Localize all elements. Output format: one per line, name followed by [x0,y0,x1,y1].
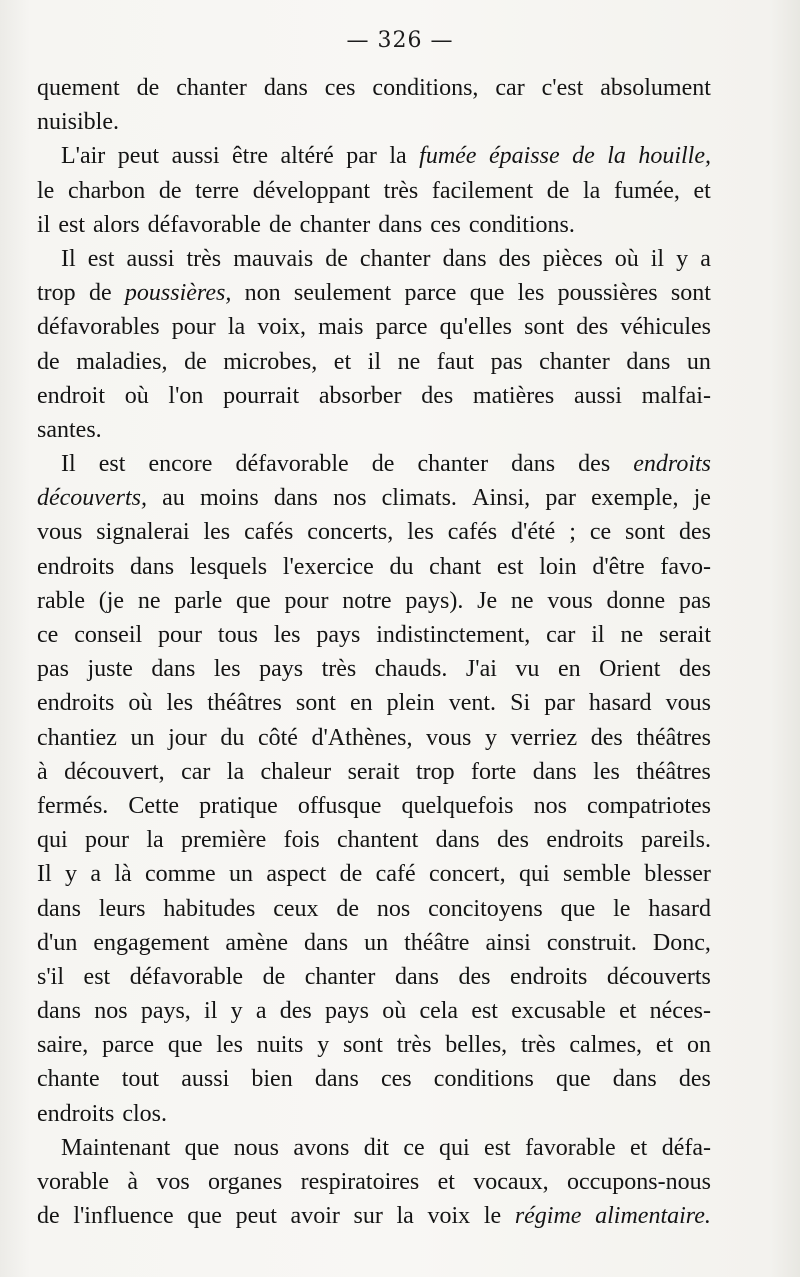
page-number: — 326 — [346,28,454,53]
text-line: dans leurs habitudes ceux de nos concitoyens que le hasard [37,895,711,922]
text-line: à découvert, car la chaleur serait trop forte dans les théâtres [37,758,711,785]
text-line: endroits clos. [37,1100,167,1127]
text-line: chante tout aussi bien dans ces conditions que dans des [37,1066,711,1093]
text-line: vous signalerai les cafés concerts, les cafés d'été ; ce sont des [37,519,711,546]
text-line: pas juste dans les pays très chauds. J'ai vu en Orient des [37,656,711,683]
body-text [37,71,711,1233]
text-line: Maintenant que nous avons dit ce qui est favorable et défa- [61,1134,711,1161]
text-line: endroits dans lesquels l'exercice du chant est loin d'être favo- [37,553,711,580]
text-line: quement de chanter dans ces conditions, car c'est absolument [37,75,711,101]
text-line: saire, parce que les nuits y sont très belles, très calmes, et on [37,1032,711,1059]
text-line: santes. [37,416,102,443]
text-line: Il est encore défavorable de chanter dans des endroits [61,451,711,478]
text-line: d'un engagement amène dans un théâtre ainsi construit. Donc, [37,929,711,956]
text-line: L'air peut aussi être altéré par la fumée épaisse de la houille, [61,143,711,170]
text-line: défavorables pour la voix, mais parce qu'elles sont des véhicules [37,314,711,341]
text-line: Il est aussi très mauvais de chanter dans des pièces où il y a [61,245,711,272]
text-line: il est alors défavorable de chanter dans ces conditions. [37,211,575,238]
text-line: endroits où les théâtres sont en plein vent. Si par hasard vous [37,690,711,717]
text-line: fermés. Cette pratique offusque quelquefois nos compatriotes [37,792,711,819]
text-line: endroit où l'on pourrait absorber des matières aussi malfai- [37,382,711,409]
text-line: de l'influence que peut avoir sur la voix le régime alimentaire. [37,1203,711,1230]
text-line: nuisible. [37,109,119,136]
text-line: le charbon de terre développant très facilement de la fumée, et [37,177,711,204]
text-line: qui pour la première fois chantent dans des endroits pareils. [37,827,711,854]
text-line: trop de poussières, non seulement parce que les poussières sont [37,280,711,307]
text-line: de maladies, de microbes, et il ne faut pas chanter dans un [37,348,711,375]
text-line: ce conseil pour tous les pays indistinctement, car il ne serait [37,622,711,648]
text-line: Il y a là comme un aspect de café concert, qui semble blesser [37,861,711,888]
text-line: rable (je ne parle que pour notre pays). Je ne vous donne pas [37,587,711,614]
text-line: s'il est défavorable de chanter dans des endroits découverts [37,963,711,990]
text-line: découverts, au moins dans nos climats. Ainsi, par exemple, je [37,485,711,512]
text-line: dans nos pays, il y a des pays où cela est excusable et néces- [37,998,711,1025]
text-line: chantiez un jour du côté d'Athènes, vous y verriez des théâtres [37,724,711,751]
text-line: vorable à vos organes respiratoires et vocaux, occupons-nous [37,1169,711,1195]
